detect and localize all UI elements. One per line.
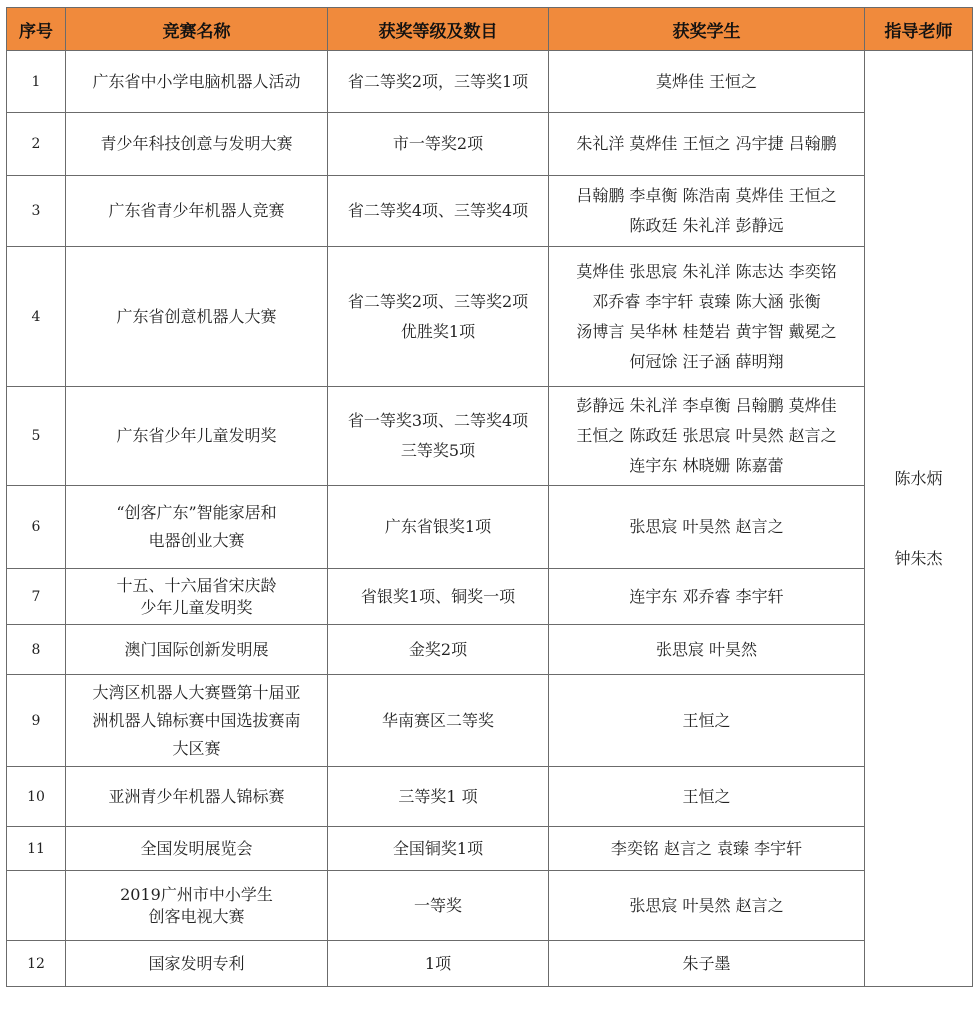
row-students: 朱子墨	[549, 941, 865, 987]
row-index: 8	[7, 625, 66, 675]
row-award: 一等奖	[328, 871, 549, 941]
row-award: 三等奖1 项	[328, 767, 549, 827]
row-competition: 大湾区机器人大赛暨第十届亚 洲机器人锦标赛中国选拔赛南 大区赛	[66, 675, 328, 767]
row-competition: 十五、十六届省宋庆龄 少年儿童发明奖	[66, 569, 328, 625]
row-award: 省银奖1项、铜奖一项	[328, 569, 549, 625]
header-students: 获奖学生	[549, 8, 865, 51]
row-award: 金奖2项	[328, 625, 549, 675]
table-row	[7, 51, 973, 113]
row-competition: 广东省中小学电脑机器人活动	[66, 51, 328, 113]
row-index: 1	[7, 51, 66, 113]
row-students: 李奕铭 赵言之 袁臻 李宇轩	[549, 827, 865, 871]
row-competition: 澳门国际创新发明展	[66, 625, 328, 675]
row-competition: 广东省创意机器人大赛	[66, 247, 328, 387]
row-index: 12	[7, 941, 66, 987]
row-competition: 广东省青少年机器人竞赛	[66, 176, 328, 247]
row-index: 10	[7, 767, 66, 827]
table-row	[7, 113, 973, 176]
row-award: 省二等奖2项、三等奖2项 优胜奖1项	[328, 247, 549, 387]
row-students: 张思宸 叶昊然 赵言之	[549, 871, 865, 941]
row-award: 省二等奖4项、三等奖4项	[328, 176, 549, 247]
row-students: 王恒之	[549, 675, 865, 767]
row-competition: 国家发明专利	[66, 941, 328, 987]
row-award: 全国铜奖1项	[328, 827, 549, 871]
teacher-cell	[865, 51, 973, 987]
row-students: 彭静远 朱礼洋 李卓衡 吕翰鹏 莫烨佳 王恒之 陈政廷 张思宸 叶昊然 赵言之 连宇东 林晓姗 陈嘉蕾	[549, 387, 865, 486]
row-index: 5	[7, 387, 66, 486]
table-row	[7, 387, 973, 486]
row-students: 莫烨佳 王恒之	[549, 51, 865, 113]
teacher-name: 陈水炳	[894, 468, 943, 488]
table-row	[7, 569, 973, 625]
header-teacher: 指导老师	[865, 8, 973, 51]
row-index: 3	[7, 176, 66, 247]
row-award: 省二等奖2项，三等奖1项	[328, 51, 549, 113]
header-index: 序号	[7, 8, 66, 51]
table-row	[7, 486, 973, 569]
table-row	[7, 247, 973, 387]
table-row	[7, 827, 973, 871]
row-award: 市一等奖2项	[328, 113, 549, 176]
row-competition: 青少年科技创意与发明大赛	[66, 113, 328, 176]
header-row	[7, 8, 973, 51]
row-award: 省一等奖3项、二等奖4项 三等奖5项	[328, 387, 549, 486]
teacher-name: 钟朱杰	[894, 548, 943, 568]
table-row	[7, 675, 973, 767]
awards-table	[6, 7, 973, 987]
row-index	[7, 871, 66, 941]
row-competition: “创客广东”智能家居和 电器创业大赛	[66, 486, 328, 569]
row-students: 朱礼洋 莫烨佳 王恒之 冯宇捷 吕翰鹏	[549, 113, 865, 176]
row-index: 2	[7, 113, 66, 176]
row-index: 11	[7, 827, 66, 871]
row-students: 莫烨佳 张思宸 朱礼洋 陈志达 李奕铭 邓乔睿 李宇轩 袁臻 陈大涵 张衡 汤博言 吴华林 桂楚岩 黄宇智 戴冕之 何冠馀 汪子涵 薛明翔	[549, 247, 865, 387]
row-students: 连宇东 邓乔睿 李宇轩	[549, 569, 865, 625]
row-competition: 广东省少年儿童发明奖	[66, 387, 328, 486]
row-students: 张思宸 叶昊然 赵言之	[549, 486, 865, 569]
header-award: 获奖等级及数目	[328, 8, 549, 51]
table-row	[7, 871, 973, 941]
row-competition: 亚洲青少年机器人锦标赛	[66, 767, 328, 827]
header-competition: 竞赛名称	[66, 8, 328, 51]
row-award: 广东省银奖1项	[328, 486, 549, 569]
row-competition: 全国发明展览会	[66, 827, 328, 871]
row-students: 张思宸 叶昊然	[549, 625, 865, 675]
row-index: 4	[7, 247, 66, 387]
table-row	[7, 767, 973, 827]
row-index: 6	[7, 486, 66, 569]
row-index: 9	[7, 675, 66, 767]
row-award: 华南赛区二等奖	[328, 675, 549, 767]
row-index: 7	[7, 569, 66, 625]
row-competition: 2019广州市中小学生 创客电视大赛	[66, 871, 328, 941]
row-students: 王恒之	[549, 767, 865, 827]
table-row	[7, 176, 973, 247]
row-award: 1项	[328, 941, 549, 987]
row-students: 吕翰鹏 李卓衡 陈浩南 莫烨佳 王恒之 陈政廷 朱礼洋 彭静远	[549, 176, 865, 247]
table-row	[7, 625, 973, 675]
table-row	[7, 941, 973, 987]
